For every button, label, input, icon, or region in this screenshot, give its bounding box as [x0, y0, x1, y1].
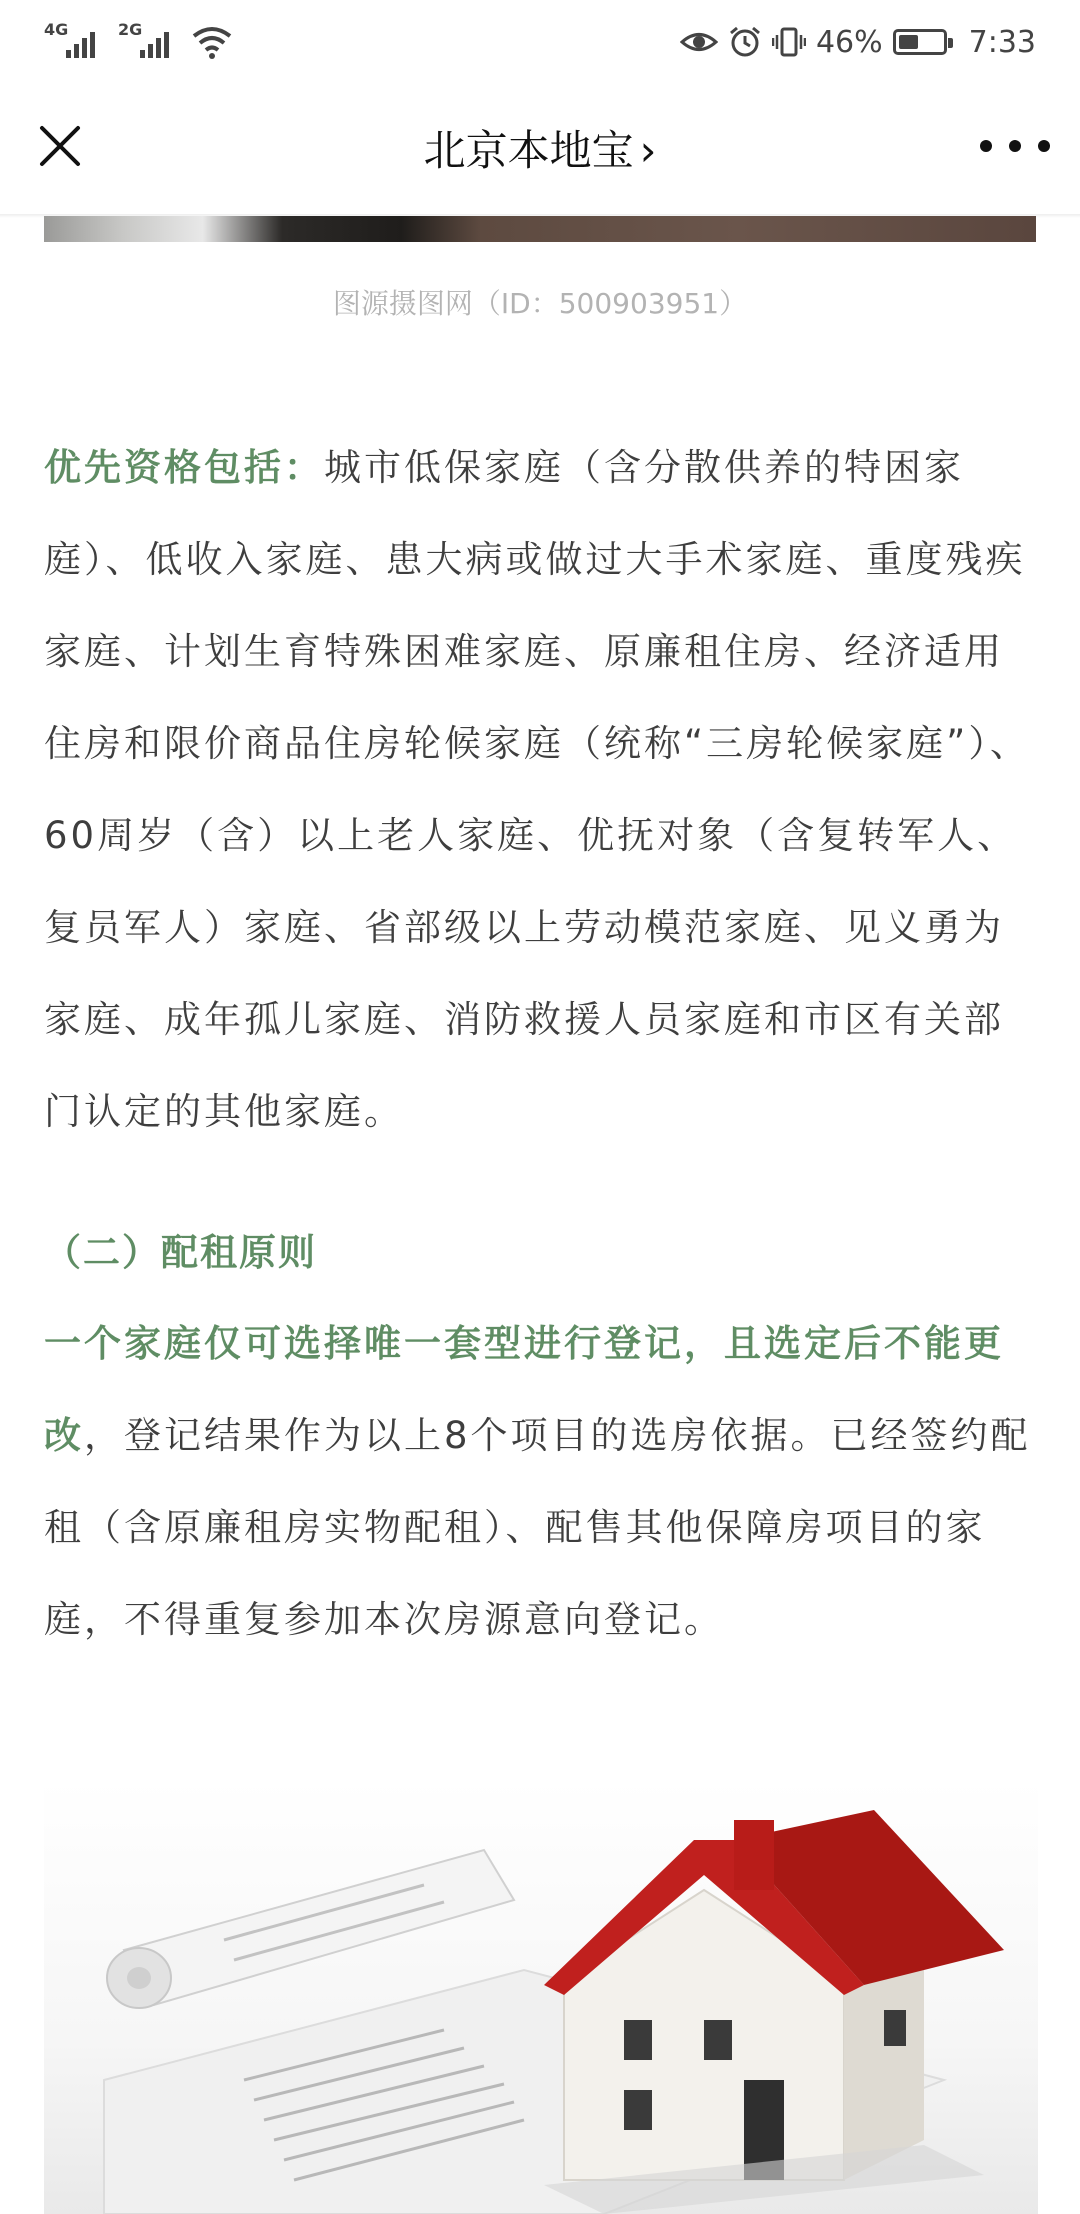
battery-percent: 46% [815, 24, 883, 60]
page-title: 北京本地宝 [423, 126, 634, 175]
account-title[interactable] [0, 118, 1080, 178]
vibrate-icon [772, 25, 806, 59]
dot-icon [980, 140, 992, 152]
clock: 7:33 [968, 24, 1036, 60]
dot-icon [1038, 140, 1050, 152]
chevron-right-icon: › [639, 126, 657, 175]
section-heading: （二）配租原则 [44, 1231, 317, 1274]
paragraph-lead: 优先资格包括： [44, 446, 324, 489]
article-image-house [44, 1780, 1038, 2214]
battery-fill [899, 35, 918, 49]
eye-icon [680, 27, 718, 57]
status-bar-right [680, 20, 1036, 64]
signal-icon [44, 22, 104, 62]
more-options-button[interactable] [980, 124, 1050, 168]
paragraph-lead: 一个家庭仅可选择唯一套型进行登记，且选定后不能更改 [44, 1322, 1004, 1457]
paragraph-body: 城市低保家庭（含分散供养的特困家庭）、低收入家庭、患大病或做过大手术家庭、重度残疾家庭、计划生育特殊困难家庭、原廉租住房、经济适用住房和限价商品住房轮候家庭（统称“三房轮候家庭”）、60周岁（含）以上老人家庭、优抚对象（含复转军人、复员军人）家庭、省部级以上劳动模范家庭、见义勇为家庭、成年孤儿家庭、消防救援人员家庭和市区有关部门认定的其他家庭。 [44, 446, 1030, 1133]
status-bar [0, 0, 1080, 84]
dot-icon [1009, 140, 1021, 152]
wifi-icon [192, 24, 232, 60]
sim2-label: 2G [118, 20, 143, 39]
article-image-top [44, 216, 1036, 242]
battery-icon [893, 29, 947, 55]
status-bar-left [44, 20, 232, 64]
sim1-label: 4G [44, 20, 69, 39]
title-bar [0, 84, 1080, 216]
alarm-icon [728, 25, 762, 59]
signal-icon [118, 22, 178, 62]
image-caption: 图源摄图网（ID：500903951） [332, 287, 748, 320]
article-paragraph [44, 1298, 1038, 1666]
house-document-illustration [44, 1780, 1038, 2214]
paragraph-body: ，登记结果作为以上8个项目的选房依据。已经签约配租（含原廉租房实物配租）、配售其他保障房项目的家庭，不得重复参加本次房源意向登记。 [44, 1414, 1031, 1641]
article-paragraph [44, 422, 1038, 1158]
